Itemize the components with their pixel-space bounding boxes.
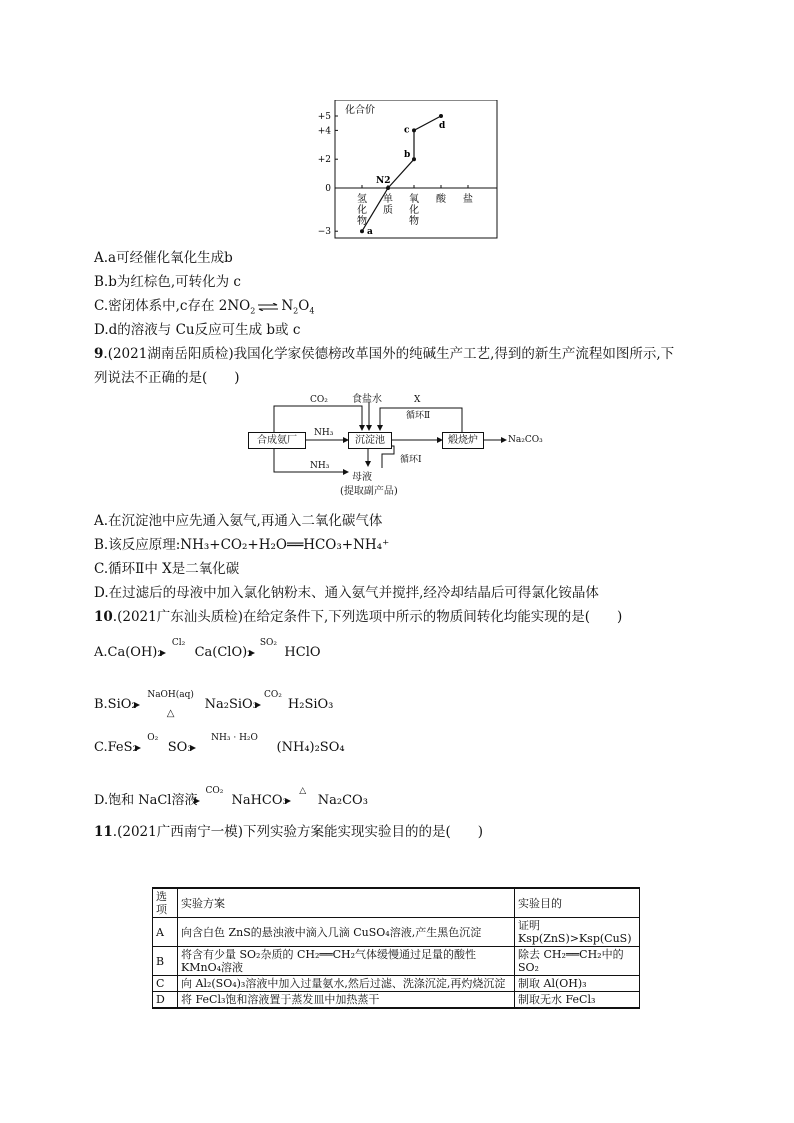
q8-option-a: A.a可经催化氧化生成b	[94, 250, 233, 266]
x-category-label: 物	[409, 216, 419, 227]
y-tick-label: −3	[317, 227, 331, 238]
experiment-table	[152, 887, 640, 1009]
x-category-label: 化	[357, 205, 367, 216]
x-category-label: 质	[383, 205, 393, 216]
flow-label-cycle1: 循环Ⅰ	[400, 455, 422, 465]
soda-flow-diagram	[244, 390, 554, 500]
data-point	[439, 114, 443, 118]
series-segment	[414, 116, 441, 130]
header-plan: 实验方案	[178, 888, 515, 918]
data-point	[412, 128, 416, 132]
table-row: C 向 Al₂(SO₄)₃溶液中加入过量氨水,然后过滤、洗涤沉淀,再灼烧沉淀 制取 Al(OH)₃	[153, 976, 640, 992]
q9-stem-line1: 9.(2021湖南岳阳质检)我国化学家侯德榜改革国外的纯碱生产工艺,得到的新生产流程如图所示,下	[94, 346, 675, 362]
q10-number: 10	[94, 609, 113, 625]
flow-box-calciner: 煅烧炉	[442, 432, 484, 449]
q11-stem: 11.(2021广西南宁一模)下列实验方案能实现实验目的的是( )	[94, 824, 484, 840]
q9-option-d: D.在过滤后的母液中加入氯化钠粉末、通入氨气并搅拌,经冷却结晶后可得氯化铵晶体	[94, 585, 599, 601]
x-category-label: 物	[357, 216, 367, 227]
flow-box-precipitation-tank: 沉淀池	[348, 432, 392, 449]
data-point	[412, 157, 416, 161]
point-label: b	[404, 150, 411, 161]
x-category-label: 酸	[436, 194, 446, 205]
y-axis-title: 化合价	[345, 105, 375, 116]
point-label: a	[367, 227, 373, 238]
flow-label-nh3-bottom: NH₃	[310, 461, 330, 471]
q8-option-b: B.b为红棕色,可转化为 c	[94, 274, 241, 290]
header-goal: 实验目的	[515, 888, 640, 918]
q8-option-d: D.d的溶液与 Cu反应可生成 b或 c	[94, 322, 301, 338]
q10-option-b: B.SiO₂ NaOH(aq) △ Na₂SiO₃ CO₂ H₂SiO₃	[94, 689, 334, 719]
q9-option-b: B.该反应原理:NH₃+CO₂+H₂O══HCO₃+NH₄⁺	[94, 537, 390, 553]
q10-option-a: A.Ca(OH)₂ Cl₂ Ca(ClO)₂ SO₂ HClO	[94, 637, 321, 660]
header-option: 选项	[153, 888, 178, 918]
x-category-label: 化	[409, 205, 419, 216]
x-category-label: 氢	[357, 194, 367, 205]
flow-label-cycle2: 循环Ⅱ	[406, 411, 431, 421]
q8-option-c: C.密闭体系中,c存在 $2NO_2$ $N_2O_4$	[94, 298, 315, 316]
table-row: D 将 FeCl₃饱和溶液置于蒸发皿中加热蒸干 制取无水 FeCl₃	[153, 992, 640, 1009]
flow-label-mother-liquor: 母液	[352, 472, 372, 483]
q11-number: 11	[94, 824, 113, 840]
q9-option-a: A.在沉淀池中应先通入氨气,再通入二氧化碳气体	[94, 513, 383, 529]
x-category-label: 单	[383, 194, 393, 205]
q9-stem-line2: 列说法不正确的是( )	[94, 370, 240, 386]
flow-label-mother-note: (提取副产品)	[340, 486, 398, 497]
flow-label-nh3-top: NH₃	[314, 428, 334, 438]
q10-option-d: D.饱和 NaCl溶液 CO₂ NaHCO₃ △ Na₂CO₃	[94, 785, 368, 808]
q10-stem: 10.(2021广东汕头质检)在给定条件下,下列选项中所示的物质间转化均能实现的是( )	[94, 609, 623, 625]
flow-label-co2: CO₂	[310, 395, 328, 405]
flow-product: Na₂CO₃	[508, 435, 543, 445]
data-point	[386, 186, 390, 190]
series-segment	[388, 159, 414, 188]
y-tick-label: +5	[317, 112, 331, 122]
q9-option-c: C.循环Ⅱ中 X是二氧化碳	[94, 561, 240, 577]
flow-label-brine: 食盐水	[352, 394, 382, 405]
y-tick-label: +2	[317, 155, 331, 166]
equilibrium-icon	[257, 299, 279, 315]
x-category-label: 盐	[463, 194, 473, 205]
point-label: d	[439, 121, 446, 131]
flow-box-ammonia-plant: 合成氨厂	[248, 432, 306, 449]
data-point	[360, 229, 364, 233]
y-tick-label: 0	[325, 184, 331, 194]
q9-number: 9	[94, 346, 104, 362]
table-row: B 将含有少量 SO₂杂质的 CH₂══CH₂气体缓慢通过足量的酸性 KMnO₄溶液 除去 CH₂══CH₂中的 SO₂	[153, 947, 640, 976]
flow-label-x: X	[414, 395, 421, 405]
y-tick-label: +4	[317, 126, 331, 137]
point-label: N2	[376, 176, 391, 186]
q10-option-c: C.FeS₂ O₂ SO₃ NH₃ · H₂O (NH₄)₂SO₄	[94, 732, 345, 755]
valence-chart	[310, 100, 500, 245]
x-category-label: 氧	[409, 194, 419, 205]
table-header-row	[153, 888, 640, 918]
table-row: A 向含白色 ZnS的悬浊液中滴入几滴 CuSO₄溶液,产生黑色沉淀 证明 Ksp(ZnS)>Ksp(CuS)	[153, 918, 640, 947]
point-label: c	[404, 125, 410, 136]
